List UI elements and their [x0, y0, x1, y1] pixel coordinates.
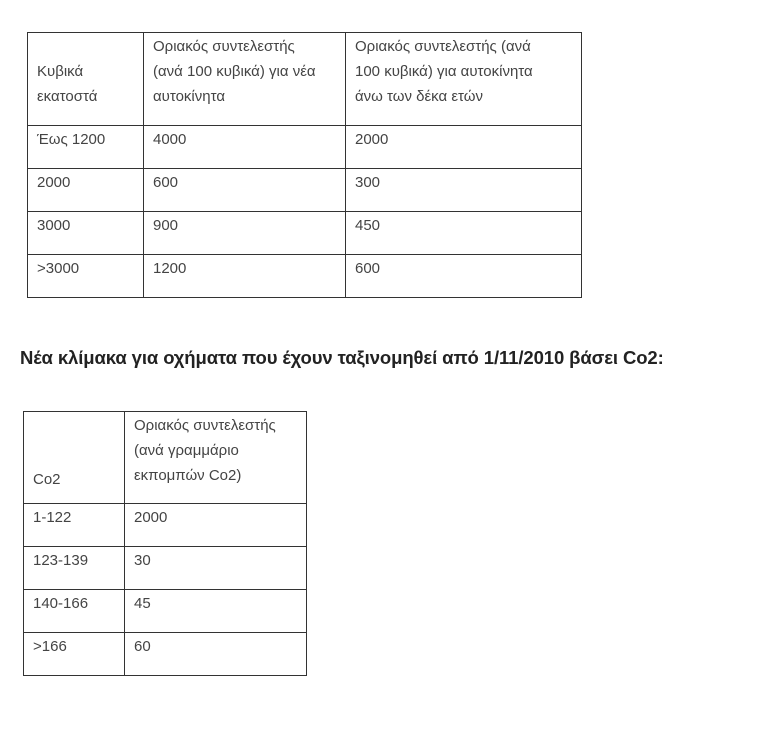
header-line: αυτοκίνητα [153, 88, 225, 105]
table-cell: 123-139 [24, 547, 125, 590]
table-row [24, 590, 307, 633]
header-line: (ανά γραμμάριο [134, 442, 239, 459]
table-cell: 45 [125, 590, 307, 633]
table-cell: 2000 [346, 126, 582, 169]
table-cell: 30 [125, 547, 307, 590]
table-cell: 900 [144, 212, 346, 255]
header-line: Οριακός συντελεστής [134, 417, 276, 434]
header-cell-co2 [24, 412, 125, 504]
table-row [24, 633, 307, 676]
table-row [28, 169, 582, 212]
table-cell: >3000 [28, 255, 144, 298]
table-cell: >166 [24, 633, 125, 676]
section-heading: Νέα κλίμακα για οχήματα που έχουν ταξινομηθεί από 1/11/2010 βάσει Co2: [20, 347, 664, 368]
table-cell: 300 [346, 169, 582, 212]
table-row [28, 255, 582, 298]
table-row [28, 212, 582, 255]
table-cell: 2000 [125, 504, 307, 547]
header-cell-new-cars-coefficient [144, 33, 346, 126]
table-header-row [24, 412, 307, 504]
table-cell: 4000 [144, 126, 346, 169]
table-cell: 600 [144, 169, 346, 212]
header-line: Οριακός συντελεστής (ανά [355, 38, 531, 55]
header-line: εκπομπών Co2) [134, 467, 242, 484]
table-header-row [28, 33, 582, 126]
header-line: (ανά 100 κυβικά) για νέα [153, 63, 316, 80]
header-line: άνω των δέκα ετών [355, 88, 483, 105]
header-cell-co2-coefficient [125, 412, 307, 504]
header-cell-old-cars-coefficient [346, 33, 582, 126]
table-cell: 600 [346, 255, 582, 298]
table-cell: 450 [346, 212, 582, 255]
table-cell: 1-122 [24, 504, 125, 547]
header-cell-cubic-cm [28, 33, 144, 126]
table-cell: 3000 [28, 212, 144, 255]
table-cell: Έως 1200 [28, 126, 144, 169]
table-cell: 1200 [144, 255, 346, 298]
cc-coefficient-table [27, 32, 582, 298]
table-row [28, 126, 582, 169]
table-row [24, 504, 307, 547]
table-cell: 2000 [28, 169, 144, 212]
table-cell: 140-166 [24, 590, 125, 633]
header-line: Οριακός συντελεστής [153, 38, 295, 55]
header-line: Co2 [33, 471, 61, 488]
header-line: εκατοστά [37, 88, 98, 105]
table-row [24, 547, 307, 590]
header-line: Κυβικά [37, 63, 84, 80]
table-cell: 60 [125, 633, 307, 676]
header-line: 100 κυβικά) για αυτοκίνητα [355, 63, 533, 80]
co2-coefficient-table [23, 411, 307, 676]
